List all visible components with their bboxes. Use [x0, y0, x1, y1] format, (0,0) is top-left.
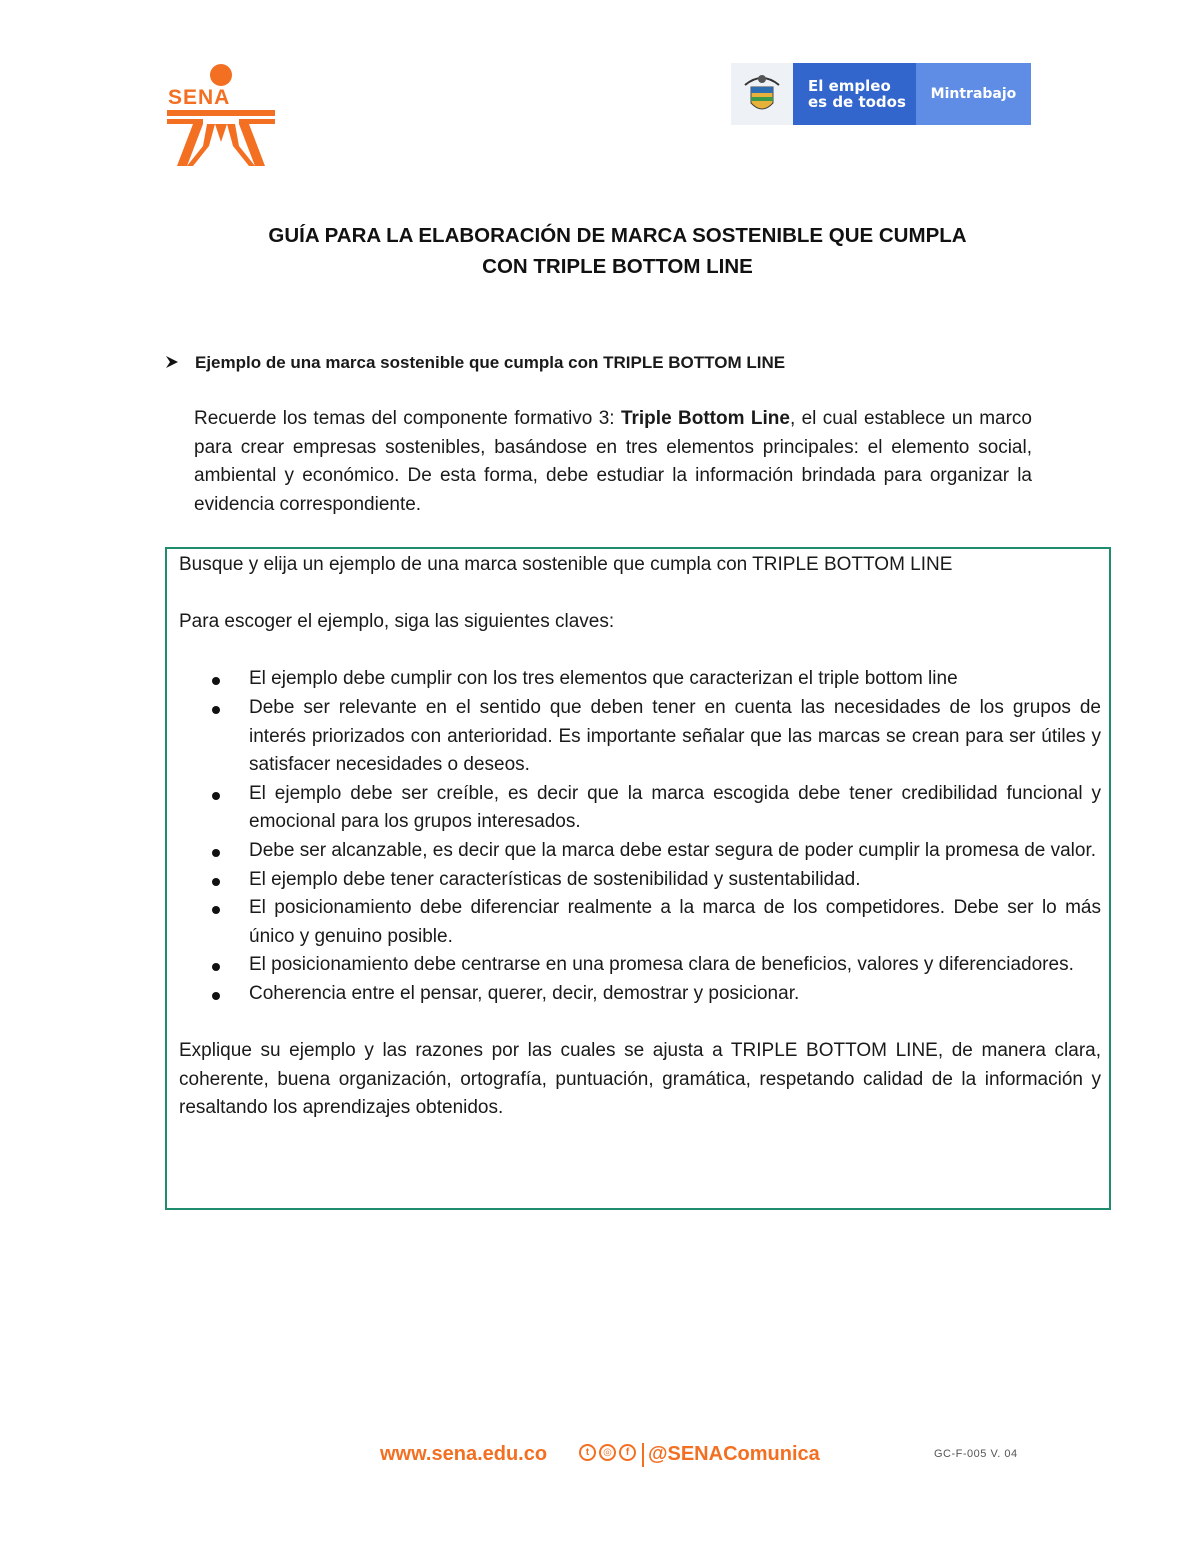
section-heading — [165, 352, 1065, 374]
sena-figure-icon — [163, 62, 279, 172]
title-line-1: GUÍA PARA LA ELABORACIÓN DE MARCA SOSTENIBLE QUE CUMPLA — [268, 224, 967, 247]
keys-list — [179, 665, 1101, 1008]
bullet-icon — [212, 706, 220, 714]
footer-divider — [642, 1443, 644, 1467]
intro-text-bold: Triple Bottom Line — [620, 408, 790, 429]
bullet-icon — [212, 677, 220, 685]
list-item — [179, 866, 1101, 895]
sena-logo — [163, 62, 279, 172]
twitter-icon[interactable]: t — [579, 1444, 596, 1461]
gov-slogan-line1: El empleo — [808, 77, 891, 95]
list-item-text: El posicionamiento debe centrarse en una promesa clara de beneficios, valores y diferenciadores. — [249, 954, 1074, 976]
intro-text-end: , el cual establece un marco para crear empresas sostenibles, basándose en tres elementos principales: el elemento social, ambiental y económico. De esta forma, debe estudiar la información brindada para organizar la evidencia correspondiente. — [194, 408, 1032, 515]
list-item — [179, 780, 1101, 837]
facebook-icon[interactable]: f — [619, 1444, 636, 1461]
list-item-text: El posicionamiento debe diferenciar realmente a la marca de los competidores. Debe ser lo más único y genuino posible. — [249, 897, 1101, 947]
coat-of-arms-icon — [731, 63, 793, 125]
task-text: Busque y elija un ejemplo de una marca sostenible que cumpla con TRIPLE BOTTOM LINE — [179, 554, 953, 575]
instagram-icon[interactable]: ◎ — [599, 1444, 616, 1461]
social-handle[interactable]: @SENAComunica — [648, 1443, 820, 1465]
closing-text: Explique su ejemplo y las razones por las cuales se ajusta a TRIPLE BOTTOM LINE, de manera clara, coherente, buena organización, ortografía, puntuación, gramática, respetando calidad de la información y resaltando los aprendizajes obtenidos. — [179, 1040, 1101, 1119]
list-item — [179, 894, 1101, 951]
government-logo — [731, 63, 1031, 125]
keys-intro: Para escoger el ejemplo, siga las siguientes claves: — [179, 611, 615, 633]
list-item — [179, 951, 1101, 980]
gov-ministry: Mintrabajo — [916, 63, 1031, 125]
list-item-text: El ejemplo debe ser creíble, es decir que la marca escogida debe tener credibilidad funcional y emocional para los grupos interesados. — [249, 782, 1101, 833]
sena-logo-text: SENA — [168, 86, 231, 109]
list-item-text: El ejemplo debe tener características de sostenibilidad y sustentabilidad. — [249, 868, 861, 890]
list-item — [179, 837, 1101, 866]
bullet-icon — [212, 906, 220, 914]
arrow-bullet-icon — [165, 352, 195, 374]
bullet-icon — [212, 792, 220, 800]
section-heading-text: Ejemplo de una marca sostenible que cumpla con TRIPLE BOTTOM LINE — [195, 353, 786, 372]
list-item — [179, 694, 1101, 780]
bullet-icon — [212, 849, 220, 857]
list-item-text: El ejemplo debe cumplir con los tres elementos que caracterizan el triple bottom line — [249, 668, 958, 690]
intro-paragraph — [194, 405, 1032, 519]
website-link[interactable]: www.sena.edu.co — [380, 1443, 548, 1465]
list-item-text: Debe ser relevante en el sentido que deben tener en cuenta las necesidades de los grupos de interés priorizados con anterioridad. Es importante señalar que las marcas se crean para ser útiles y satisfacer necesidades o deseos. — [249, 696, 1101, 776]
instruction-box — [165, 547, 1111, 1210]
list-item-text: Debe ser alcanzable, es decir que la marca debe estar segura de poder cumplir la promesa de valor. — [249, 839, 1097, 861]
list-item-text: Coherencia entre el pensar, querer, decir, demostrar y posicionar. — [249, 982, 800, 1004]
instruction-box-content — [179, 551, 1101, 1123]
title-line-2: CON TRIPLE BOTTOM LINE — [482, 255, 753, 278]
list-item — [179, 665, 1101, 694]
social-icons — [579, 1444, 636, 1461]
intro-text-start: Recuerde los temas del componente formativo 3: — [194, 408, 621, 429]
gov-slogan-line2: es de todos — [808, 93, 906, 111]
footer — [380, 1440, 1030, 1474]
bullet-icon — [212, 992, 220, 1000]
bullet-icon — [212, 963, 220, 971]
list-item — [179, 980, 1101, 1009]
gov-slogan — [793, 63, 916, 125]
document-title — [160, 220, 1075, 282]
bullet-icon — [212, 878, 220, 886]
document-code: GC-F-005 V. 04 — [934, 1448, 1018, 1460]
